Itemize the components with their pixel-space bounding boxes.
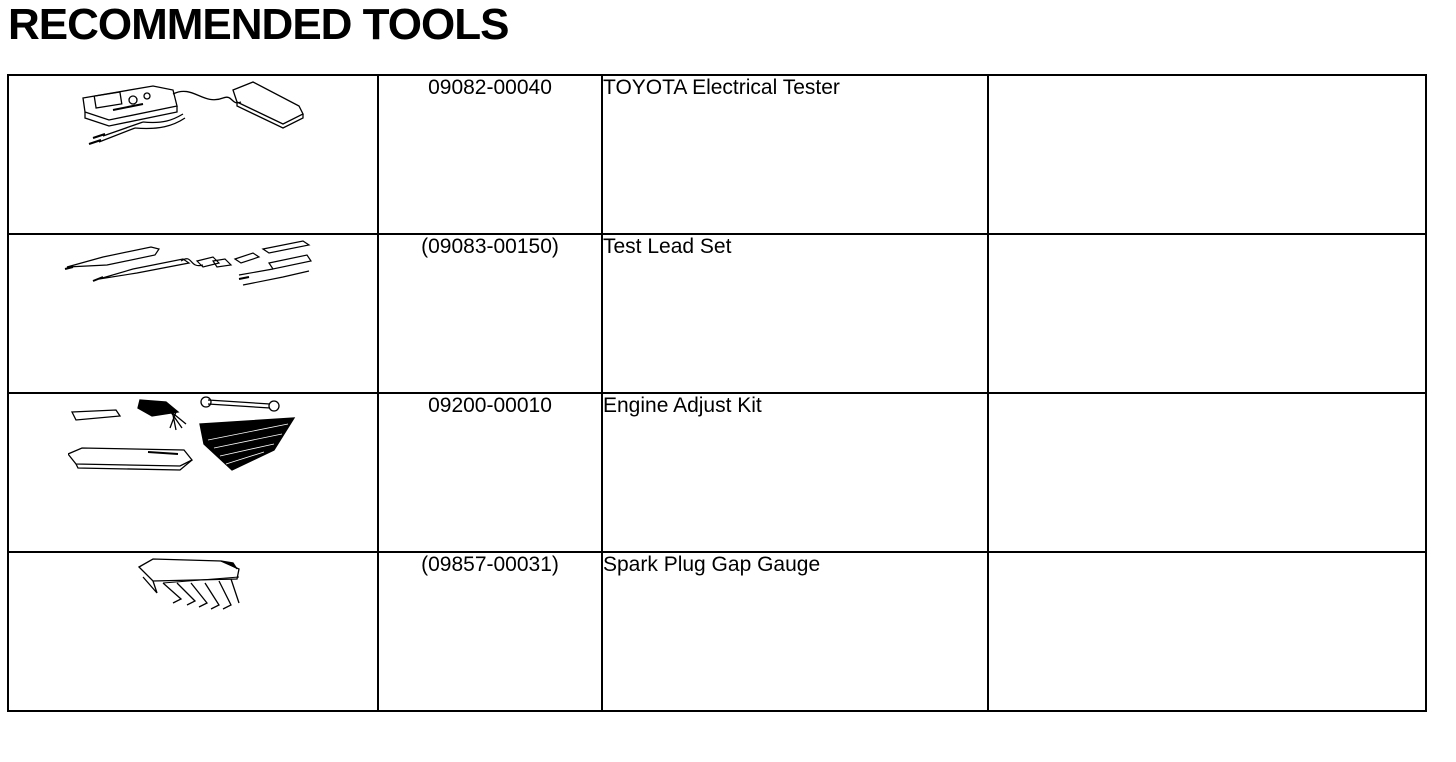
- tool-name-cell: [602, 393, 988, 552]
- tool-name: Engine Adjust Kit: [603, 394, 762, 417]
- table-row: [8, 75, 1426, 234]
- tool-illustration-cell: [8, 393, 378, 552]
- note-cell: [988, 393, 1426, 552]
- tool-illustration-cell: [8, 552, 378, 711]
- note-cell: [988, 234, 1426, 393]
- spark-plug-gap-gauge-icon: [133, 553, 253, 623]
- electrical-tester-icon: [73, 76, 313, 156]
- tool-name-cell: [602, 234, 988, 393]
- page-title: RECOMMENDED TOOLS: [8, 0, 509, 49]
- tool-illustration-cell: [8, 75, 378, 234]
- part-number: 09200-00010: [428, 394, 552, 417]
- tool-illustration-cell: [8, 234, 378, 393]
- recommended-tools-table: [7, 74, 1427, 712]
- part-number: (09083-00150): [421, 235, 559, 258]
- engine-adjust-kit-icon: [68, 394, 318, 484]
- table-row: [8, 393, 1426, 552]
- table-row: [8, 552, 1426, 711]
- tool-name-cell: [602, 75, 988, 234]
- part-number: 09082-00040: [428, 76, 552, 99]
- note-cell: [988, 75, 1426, 234]
- table-row: [8, 234, 1426, 393]
- test-lead-set-icon: [63, 235, 323, 295]
- part-number-cell: [378, 393, 602, 552]
- tool-name: TOYOTA Electrical Tester: [603, 76, 840, 99]
- note-cell: [988, 552, 1426, 711]
- part-number-cell: [378, 75, 602, 234]
- tool-name-cell: [602, 552, 988, 711]
- part-number-cell: [378, 552, 602, 711]
- part-number-cell: [378, 234, 602, 393]
- part-number: (09857-00031): [421, 553, 559, 576]
- tool-name: Spark Plug Gap Gauge: [603, 553, 821, 576]
- tool-name: Test Lead Set: [603, 235, 732, 258]
